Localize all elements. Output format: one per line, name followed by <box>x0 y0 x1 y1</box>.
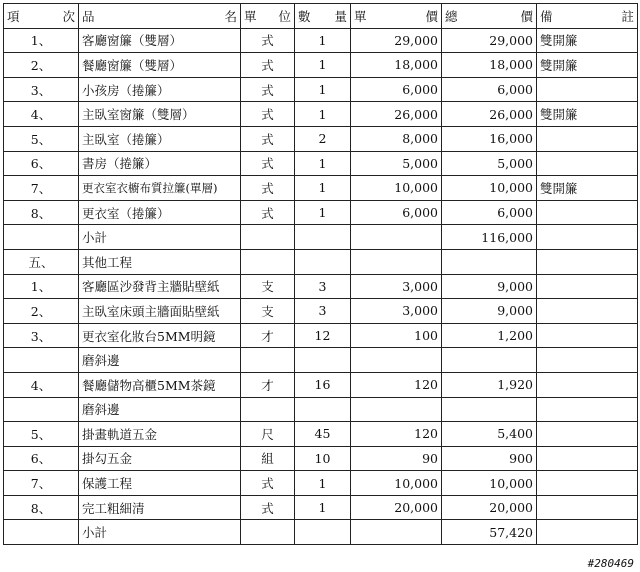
cell-name: 客廳窗簾（雙層） <box>79 28 241 53</box>
cell-item: 7、 <box>4 471 79 496</box>
cell-note <box>537 471 638 496</box>
cell-name: 完工粗細清 <box>79 495 241 520</box>
cell-note <box>537 348 638 373</box>
cell-qty: 1 <box>295 471 351 496</box>
table-row <box>4 28 638 53</box>
cell-item <box>4 348 79 373</box>
cell-item: 1、 <box>4 274 79 299</box>
cell-unit: 式 <box>241 495 295 520</box>
cell-item: 4、 <box>4 372 79 397</box>
cell-note <box>537 249 638 274</box>
cell-note <box>537 323 638 348</box>
subtotal-label: 小計 <box>79 520 241 545</box>
cell-qty <box>295 520 351 545</box>
header-note: 備 註 <box>537 4 638 29</box>
subtotal-value: 116,000 <box>442 225 537 250</box>
cell-total: 6,000 <box>442 200 537 225</box>
cell-item: 6、 <box>4 446 79 471</box>
section-title: 其他工程 <box>79 249 241 274</box>
cell-item: 3、 <box>4 77 79 102</box>
table-header-row <box>4 4 638 29</box>
cell-unit: 式 <box>241 102 295 127</box>
cell-note: 雙開簾 <box>537 28 638 53</box>
cell-qty <box>295 249 351 274</box>
cell-price: 120 <box>351 422 442 447</box>
table-row <box>4 323 638 348</box>
cell-name: 更衣室化妝台5MM明鏡 <box>79 323 241 348</box>
cell-unit: 式 <box>241 200 295 225</box>
cell-note <box>537 372 638 397</box>
table-row <box>4 102 638 127</box>
cell-note <box>537 200 638 225</box>
quotation-table <box>3 3 638 545</box>
cell-note <box>537 446 638 471</box>
cell-note <box>537 274 638 299</box>
cell-name: 主臥室窗簾（雙層） <box>79 102 241 127</box>
header-qty: 數 量 <box>295 4 351 29</box>
cell-price: 3,000 <box>351 299 442 324</box>
table-row <box>4 53 638 78</box>
cell-unit: 支 <box>241 274 295 299</box>
header-total: 總 價 <box>442 4 537 29</box>
cell-total: 5,000 <box>442 151 537 176</box>
cell-unit <box>241 397 295 422</box>
cell-note: 雙開簾 <box>537 102 638 127</box>
cell-unit <box>241 225 295 250</box>
cell-total <box>442 249 537 274</box>
cell-total <box>442 348 537 373</box>
cell-unit: 尺 <box>241 422 295 447</box>
cell-name: 保護工程 <box>79 471 241 496</box>
cell-unit <box>241 348 295 373</box>
table-row <box>4 446 638 471</box>
cell-total: 9,000 <box>442 299 537 324</box>
cell-unit: 式 <box>241 28 295 53</box>
cell-item <box>4 520 79 545</box>
table-row <box>4 274 638 299</box>
cell-total: 9,000 <box>442 274 537 299</box>
cell-price: 5,000 <box>351 151 442 176</box>
cell-price: 10,000 <box>351 176 442 201</box>
table-row <box>4 397 638 422</box>
cell-qty: 1 <box>295 77 351 102</box>
cell-total: 10,000 <box>442 471 537 496</box>
table-row <box>4 77 638 102</box>
cell-name: 磨斜邊 <box>79 397 241 422</box>
cell-item: 3、 <box>4 323 79 348</box>
cell-item: 2、 <box>4 53 79 78</box>
cell-unit: 式 <box>241 151 295 176</box>
cell-price: 90 <box>351 446 442 471</box>
cell-name: 客廳區沙發背主牆貼壁紙 <box>79 274 241 299</box>
cell-note <box>537 151 638 176</box>
cell-item: 4、 <box>4 102 79 127</box>
subtotal-value: 57,420 <box>442 520 537 545</box>
cell-name: 書房（捲簾） <box>79 151 241 176</box>
cell-name: 餐廳儲物高櫃5MM茶鏡 <box>79 372 241 397</box>
table-row <box>4 471 638 496</box>
cell-qty: 1 <box>295 102 351 127</box>
cell-qty: 1 <box>295 176 351 201</box>
cell-price <box>351 520 442 545</box>
cell-qty: 10 <box>295 446 351 471</box>
table-row <box>4 495 638 520</box>
cell-total: 26,000 <box>442 102 537 127</box>
subtotal-label: 小計 <box>79 225 241 250</box>
cell-total: 5,400 <box>442 422 537 447</box>
cell-name: 主臥室床頭主牆面貼壁紙 <box>79 299 241 324</box>
cell-unit: 式 <box>241 77 295 102</box>
cell-note: 雙開簾 <box>537 53 638 78</box>
cell-price <box>351 225 442 250</box>
cell-qty: 1 <box>295 53 351 78</box>
cell-unit: 才 <box>241 372 295 397</box>
cell-price: 20,000 <box>351 495 442 520</box>
cell-price: 26,000 <box>351 102 442 127</box>
table-row <box>4 126 638 151</box>
table-row <box>4 348 638 373</box>
cell-unit: 式 <box>241 126 295 151</box>
cell-unit: 支 <box>241 299 295 324</box>
cell-price: 18,000 <box>351 53 442 78</box>
cell-item: 8、 <box>4 200 79 225</box>
cell-qty <box>295 225 351 250</box>
watermark-id: #280469 <box>587 557 634 570</box>
cell-note <box>537 77 638 102</box>
cell-total: 1,920 <box>442 372 537 397</box>
cell-name: 主臥室（捲簾） <box>79 126 241 151</box>
section-row <box>4 249 638 274</box>
cell-price <box>351 397 442 422</box>
cell-name: 掛勾五金 <box>79 446 241 471</box>
cell-qty: 12 <box>295 323 351 348</box>
cell-qty: 3 <box>295 299 351 324</box>
table-row <box>4 372 638 397</box>
cell-name: 磨斜邊 <box>79 348 241 373</box>
cell-name: 掛畫軌道五金 <box>79 422 241 447</box>
cell-price: 3,000 <box>351 274 442 299</box>
cell-note <box>537 495 638 520</box>
cell-item: 1、 <box>4 28 79 53</box>
header-unit: 單 位 <box>241 4 295 29</box>
cell-qty: 16 <box>295 372 351 397</box>
cell-name: 餐廳窗簾（雙層） <box>79 53 241 78</box>
cell-note <box>537 422 638 447</box>
cell-note <box>537 299 638 324</box>
cell-note <box>537 397 638 422</box>
cell-qty <box>295 397 351 422</box>
cell-total: 16,000 <box>442 126 537 151</box>
cell-item: 8、 <box>4 495 79 520</box>
cell-total: 29,000 <box>442 28 537 53</box>
cell-price: 10,000 <box>351 471 442 496</box>
cell-item <box>4 225 79 250</box>
cell-total <box>442 397 537 422</box>
cell-price: 29,000 <box>351 28 442 53</box>
cell-name: 小孩房（捲簾） <box>79 77 241 102</box>
cell-note: 雙開簾 <box>537 176 638 201</box>
cell-total: 18,000 <box>442 53 537 78</box>
cell-price: 6,000 <box>351 77 442 102</box>
table-row <box>4 299 638 324</box>
cell-unit: 組 <box>241 446 295 471</box>
table-row <box>4 176 638 201</box>
cell-unit: 式 <box>241 53 295 78</box>
cell-price: 6,000 <box>351 200 442 225</box>
cell-price <box>351 249 442 274</box>
cell-total: 1,200 <box>442 323 537 348</box>
cell-qty: 1 <box>295 28 351 53</box>
header-price: 單 價 <box>351 4 442 29</box>
header-name: 品 名 <box>79 4 241 29</box>
cell-qty: 1 <box>295 495 351 520</box>
cell-item: 7、 <box>4 176 79 201</box>
cell-qty: 45 <box>295 422 351 447</box>
cell-unit <box>241 249 295 274</box>
cell-total: 6,000 <box>442 77 537 102</box>
table-row <box>4 422 638 447</box>
cell-qty <box>295 348 351 373</box>
cell-name: 更衣室（捲簾） <box>79 200 241 225</box>
cell-total: 900 <box>442 446 537 471</box>
cell-qty: 1 <box>295 151 351 176</box>
cell-name: 更衣室衣櫥布質拉簾(單層) <box>79 176 241 201</box>
cell-unit: 式 <box>241 471 295 496</box>
cell-price: 8,000 <box>351 126 442 151</box>
subtotal-row <box>4 225 638 250</box>
cell-price <box>351 348 442 373</box>
cell-unit: 才 <box>241 323 295 348</box>
cell-price: 100 <box>351 323 442 348</box>
cell-note <box>537 225 638 250</box>
section-number: 五、 <box>4 249 79 274</box>
cell-qty: 1 <box>295 200 351 225</box>
cell-price: 120 <box>351 372 442 397</box>
header-item: 項 次 <box>4 4 79 29</box>
cell-unit <box>241 520 295 545</box>
cell-item: 5、 <box>4 422 79 447</box>
cell-total: 10,000 <box>442 176 537 201</box>
cell-item <box>4 397 79 422</box>
cell-qty: 3 <box>295 274 351 299</box>
cell-item: 2、 <box>4 299 79 324</box>
cell-note <box>537 126 638 151</box>
cell-note <box>537 520 638 545</box>
cell-unit: 式 <box>241 176 295 201</box>
cell-item: 6、 <box>4 151 79 176</box>
table-row <box>4 200 638 225</box>
cell-item: 5、 <box>4 126 79 151</box>
table-row <box>4 151 638 176</box>
cell-total: 20,000 <box>442 495 537 520</box>
subtotal-row <box>4 520 638 545</box>
cell-qty: 2 <box>295 126 351 151</box>
